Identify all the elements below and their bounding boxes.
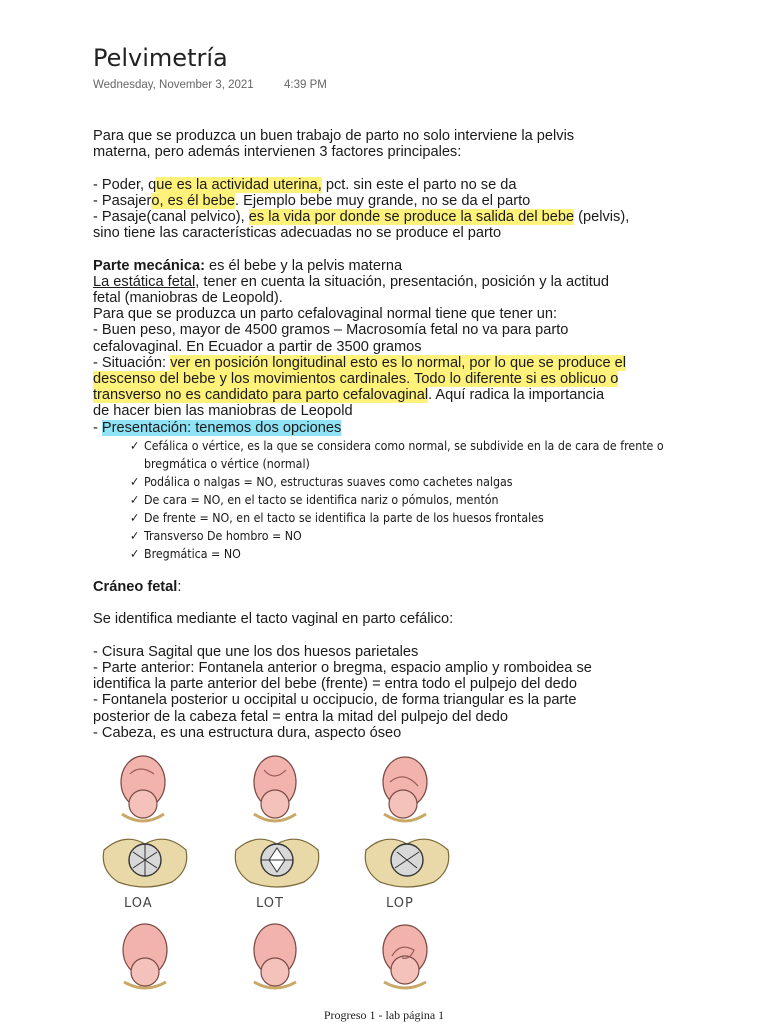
craneo-line: - Fontanela posterior u occipital u occipucio, de forma triangular es la parte <box>93 692 577 709</box>
check-icon: ✓ <box>130 438 140 453</box>
note-body <box>93 128 693 741</box>
check-icon: ✓ <box>130 528 140 543</box>
craneo-line: identifica la parte anterior del bebe (frente) = entra todo el pulpejo del dedo <box>93 676 577 693</box>
highlight: o, es él bebe <box>151 192 235 209</box>
factor-poder: - Poder, que es la actividad uterina, pct. sin este el parto no se da <box>93 176 517 193</box>
presentation-checklist <box>130 436 693 563</box>
craneo-line: - Cisura Sagital que une los dos huesos parietales <box>93 643 419 660</box>
craneo-line: posterior de la cabeza fetal = entra la mitad del pulpejo del dedo <box>93 708 508 725</box>
check-item-cont: bregmática o vértice (normal) <box>144 456 310 471</box>
situacion-line <box>93 371 693 387</box>
highlight-blue: Presentación: tenemos dos opciones <box>101 419 342 436</box>
craneo-line: - Cabeza, es una estructura dura, aspecto óseo <box>93 724 402 741</box>
situacion-line: de hacer bien las maniobras de Leopold <box>93 403 353 420</box>
position-label-loa: LOA <box>124 896 153 911</box>
check-item: ✓ Podálica o nalgas = NO, estructuras suaves como cachetes nalgas <box>130 474 513 489</box>
situacion-line: - Situación: ver en posición longitudinal esto es lo normal, por lo que se produce el <box>93 354 626 371</box>
check-icon: ✓ <box>130 492 140 507</box>
position-label-lot: LOT <box>256 896 284 911</box>
fetus-illustration <box>240 752 310 824</box>
fetal-position-figures <box>100 752 440 992</box>
peso-line: cefalovaginal. En Ecuador a partir de 3500 gramos <box>93 338 422 355</box>
check-icon: ✓ <box>130 546 140 561</box>
intro-line: Para que se produzca un buen trabajo de parto no solo interviene la pelvis <box>93 128 575 144</box>
fetus-illustration <box>240 920 310 992</box>
check-item: ✓ Transverso De hombro = NO <box>130 528 302 543</box>
mecanica-heading: Parte mecánica: es él bebe y la pelvis materna <box>93 257 403 274</box>
fetus-illustration <box>110 920 180 992</box>
check-item: ✓ Cefálica o vértice, es la que se considera como normal, se subdivide en la de cara de frente o <box>130 438 664 453</box>
highlight: ver en posición longitudinal esto es lo normal, por lo que se produce el <box>170 354 626 371</box>
factor-pasaje-cont: sino tiene las características adecuadas no se produce el parto <box>93 225 502 242</box>
factor-pasaje: - Pasaje(canal pelvico), es la vida por donde se produce la salida del bebe (pelvis), <box>93 209 630 225</box>
highlight: descenso del bebe y los movimientos cardinales. Todo lo diferente si es oblicuo o <box>93 371 619 388</box>
peso-line: - Buen peso, mayor de 4500 gramos – Macrosomía fetal no va para parto <box>93 322 569 339</box>
situacion-line: transverso no es candidato para parto cefalovaginal. Aquí radica la importancia <box>93 387 605 404</box>
para-que-line: Para que se produzca un parto cefalovaginal normal tiene que tener un: <box>93 306 558 323</box>
factor-pasajero: - Pasajero, es él bebe. Ejemplo bebe muy grande, no se da el parto <box>93 192 531 209</box>
fetus-illustration <box>370 752 440 824</box>
check-item: ✓ Bregmática = NO <box>130 546 241 561</box>
pelvis-head-illustration <box>100 830 190 890</box>
pelvis-head-illustration <box>232 830 322 890</box>
estatica-line: fetal (maniobras de Leopold). <box>93 290 283 306</box>
check-item: ✓ De frente = NO, en el tacto se identifica la parte de los huesos frontales <box>130 510 544 525</box>
craneo-line: - Parte anterior: Fontanela anterior o bregma, espacio amplio y romboidea se <box>93 660 592 676</box>
position-label-lop: LOP <box>386 896 414 911</box>
estatica-line: La estática fetal, tener en cuenta la situación, presentación, posición y la actitud <box>93 273 609 290</box>
highlight: es la vida por donde se produce la salida del bebe <box>248 209 575 225</box>
craneo-heading: Cráneo fetal: <box>93 579 182 596</box>
page-date: Wednesday, November 3, 2021 <box>93 79 254 91</box>
fetus-illustration <box>370 920 440 992</box>
presentacion-line: - Presentación: tenemos dos opciones <box>93 419 342 436</box>
check-icon: ✓ <box>130 474 140 489</box>
page-footer: Progreso 1 - lab página 1 <box>323 1008 445 1022</box>
craneo-intro: Se identifica mediante el tacto vaginal en parto cefálico: <box>93 611 454 628</box>
page-time: 4:39 PM <box>284 79 327 91</box>
intro-line: materna, pero además intervienen 3 factores principales: <box>93 144 462 161</box>
check-icon: ✓ <box>130 510 140 525</box>
pelvis-head-illustration <box>362 830 452 890</box>
check-item: ✓ De cara = NO, en el tacto se identifica nariz o pómulos, mentón <box>130 492 499 507</box>
highlight: transverso no es candidato para parto cefalovaginal <box>93 387 429 404</box>
fetus-illustration <box>108 752 178 824</box>
highlight: ue es la actividad uterina, <box>156 176 322 193</box>
page-title: Pelvimetría <box>93 44 228 72</box>
